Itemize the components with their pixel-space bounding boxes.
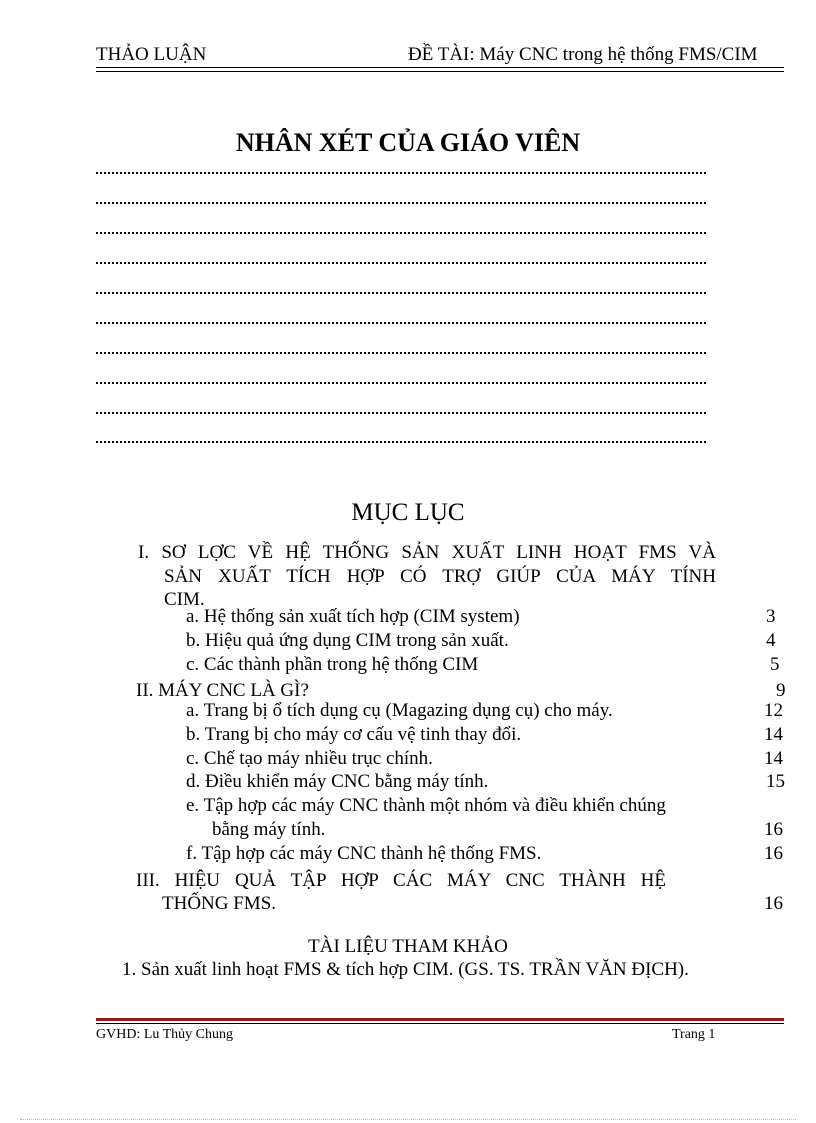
toc-item: c. Chế tạo máy nhiều trục chính.	[186, 748, 433, 769]
footer-left: GVHD: Lu Thủy Chung	[96, 1027, 234, 1042]
toc-item-page: 14	[764, 748, 783, 769]
footer-rule-thin	[96, 1023, 784, 1024]
references-title: TÀI LIỆU THAM KHẢO	[308, 936, 508, 957]
toc-item: a. Hệ thống sản xuất tích hợp (CIM system)	[186, 606, 520, 627]
toc-section-3-line-1: III. HIỆU QUẢ TẬP HỢP CÁC MÁY CNC THÀNH HỆ	[136, 870, 666, 891]
header-left: THẢO LUẬN	[96, 44, 207, 65]
dotted-line	[96, 202, 706, 204]
dotted-line	[96, 292, 706, 294]
toc-item-page: 4	[766, 630, 776, 651]
toc-item-page: 3	[766, 606, 776, 627]
toc-section-2-page: 9	[776, 680, 786, 701]
header-rule-bottom	[96, 71, 784, 72]
dotted-line	[96, 382, 706, 384]
toc-item-page: 12	[764, 700, 783, 721]
toc-section-3-page: 16	[764, 893, 783, 914]
toc-item-page: 16	[764, 819, 783, 840]
footer-page-number: Trang 1	[672, 1027, 716, 1042]
toc-item-page: 15	[766, 771, 785, 792]
toc-item: e. Tập hợp các máy CNC thành một nhóm và điều khiển chúng	[186, 795, 666, 816]
toc-item: f. Tập hợp các máy CNC thành hệ thống FMS.	[186, 843, 542, 864]
toc-item: d. Điều khiển máy CNC bằng máy tính.	[186, 771, 489, 792]
toc-section-2: II. MÁY CNC LÀ GÌ?	[136, 680, 309, 701]
footer-rule-thick	[96, 1018, 784, 1021]
toc-item-page: 14	[764, 724, 783, 745]
header-rule-top	[96, 67, 784, 68]
comments-title: NHÂN XÉT CỦA GIÁO VIÊN	[235, 128, 581, 157]
page-edge	[20, 1119, 796, 1120]
toc-section-1-line-2: SẢN XUẤT TÍCH HỢP CÓ TRỢ GIÚP CỦA MÁY TÍNH	[164, 566, 716, 587]
toc-title: MỤC LỤC	[351, 499, 465, 526]
dotted-line	[96, 232, 706, 234]
toc-item-continued: bằng máy tính.	[212, 819, 326, 840]
header-right: ĐỀ TÀI: Máy CNC trong hệ thống FMS/CIM	[408, 44, 758, 65]
dotted-line	[96, 441, 706, 443]
toc-item: b. Hiệu quả ứng dụng CIM trong sản xuất.	[186, 630, 509, 651]
toc-item: c. Các thành phần trong hệ thống CIM	[186, 654, 479, 675]
toc-item: b. Trang bị cho máy cơ cấu vệ tinh thay đổi.	[186, 724, 522, 745]
toc-item-page: 16	[764, 843, 783, 864]
toc-section-3-line-2: THỐNG FMS.	[162, 893, 277, 914]
dotted-line	[96, 262, 706, 264]
toc-item-page: 5	[770, 654, 780, 675]
reference-item: 1. Sản xuất linh hoạt FMS & tích hợp CIM. (GS. TS. TRẦN VĂN ĐỊCH).	[122, 959, 689, 980]
dotted-line	[96, 352, 706, 354]
dotted-line	[96, 412, 706, 414]
toc-item: a. Trang bị ổ tích dụng cụ (Magazing dụng cụ) cho máy.	[186, 700, 613, 721]
toc-section-1-line-1: I. SƠ LỢC VỀ HỆ THỐNG SẢN XUẤT LINH HOẠT FMS VÀ	[138, 542, 716, 563]
toc-section-1-line-3: CIM.	[164, 589, 205, 610]
dotted-line	[96, 172, 706, 174]
dotted-line	[96, 322, 706, 324]
